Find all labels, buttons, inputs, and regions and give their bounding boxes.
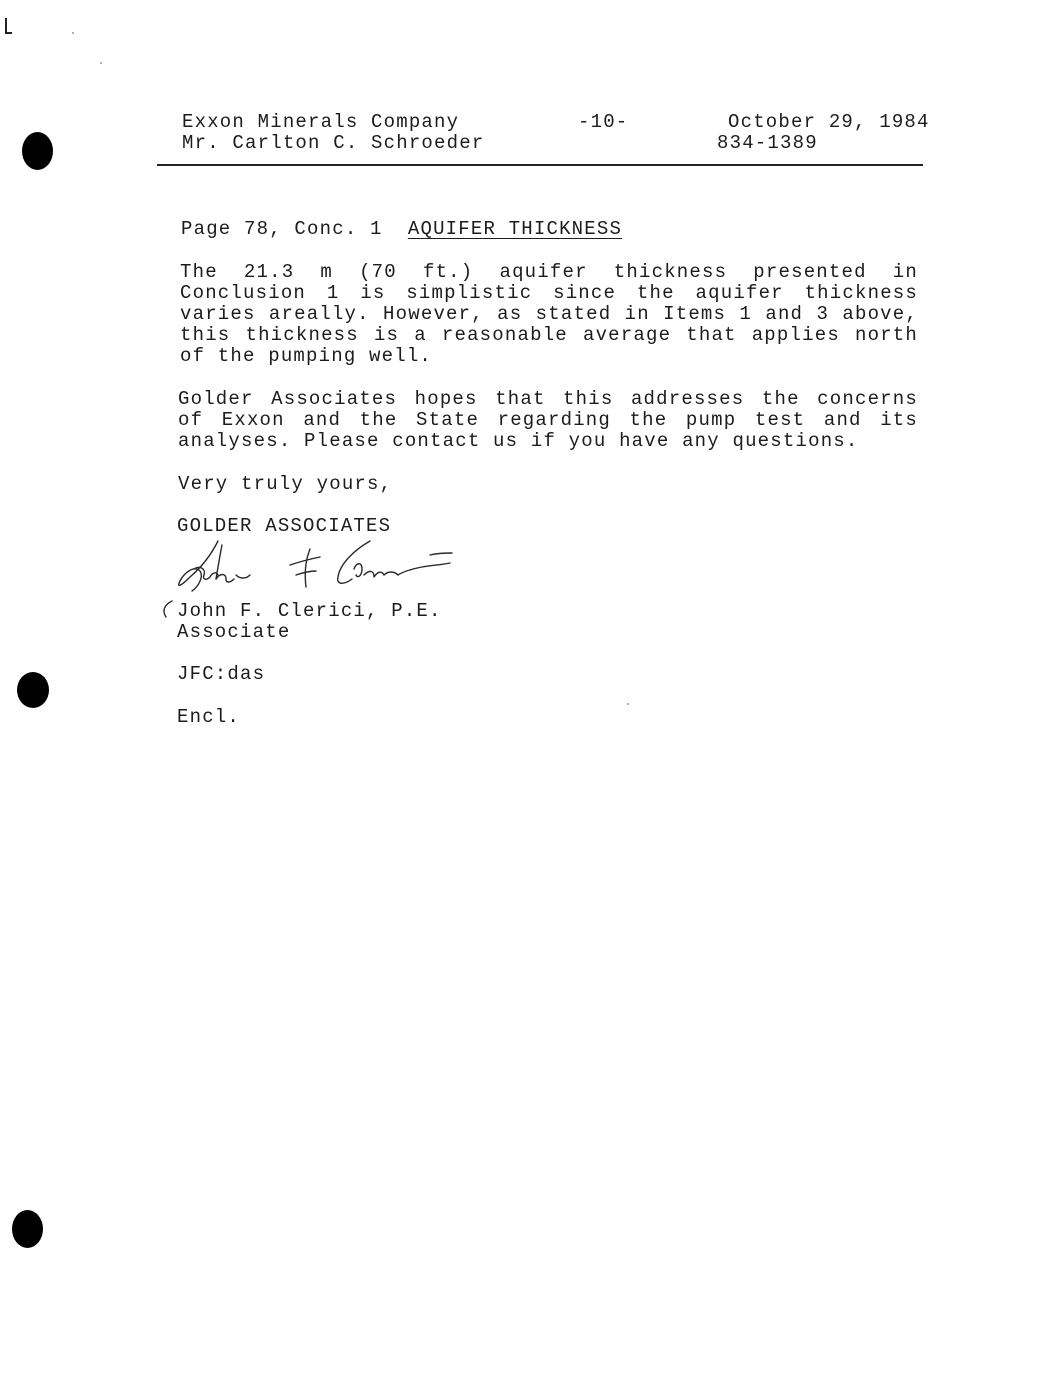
hole-punch-bottom <box>12 1210 43 1248</box>
header-reference: 834-1389 <box>717 132 818 154</box>
scan-corner-mark <box>5 18 7 34</box>
section-ref: Page 78, Conc. 1 <box>181 218 383 240</box>
header-date: October 29, 1984 <box>728 111 930 133</box>
scan-speck <box>100 62 102 64</box>
hole-punch-top <box>22 132 53 170</box>
signer-title: Associate <box>177 621 291 643</box>
hole-punch-middle <box>17 672 49 708</box>
header-rule <box>157 164 923 166</box>
typist-initials: JFC:das <box>177 663 266 685</box>
section-heading <box>181 219 622 240</box>
header-company: Exxon Minerals Company <box>182 111 460 133</box>
signer-name: John F. Clerici, P.E. <box>177 600 442 622</box>
firm-name: GOLDER ASSOCIATES <box>177 515 392 537</box>
section-title: AQUIFER THICKNESS <box>407 218 623 240</box>
header-recipient: Mr. Carlton C. Schroeder <box>182 132 485 154</box>
scan-speck <box>72 32 74 34</box>
header-page-number: -10- <box>578 111 629 133</box>
paragraph-aquifer: The 21.3 m (70 ft.) aquifer thickness presented in Conclusion 1 is simplistic since the aquifer thickness varies areally. However, as stated in Items 1 and 3 above, this thickness is a reasonable average that applies north of the pumping well. <box>180 261 918 367</box>
salutation: Very truly yours, <box>178 473 393 495</box>
paragraph-closing: Golder Associates hopes that this addresses the concerns of Exxon and the State regarding the pump test and its analyses. Please contact us if you have any questions. <box>178 388 918 452</box>
enclosure-note: Encl. <box>177 706 241 728</box>
scan-speck <box>627 703 629 705</box>
